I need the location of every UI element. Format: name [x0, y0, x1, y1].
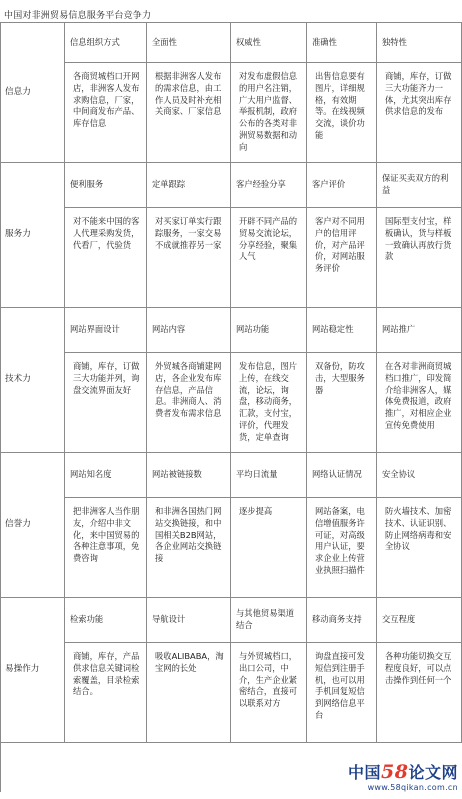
- column-header: 与其他贸易渠道结合: [231, 598, 307, 643]
- table-cell: 对买家订单实行跟踪服务，一家交易不成就推荐另一家: [147, 208, 231, 308]
- column-header: 客户经验分享: [231, 163, 307, 208]
- watermark-number: 58: [381, 761, 409, 783]
- column-header: 独特性: [377, 23, 462, 63]
- category-reputation: 信誉力: [1, 453, 65, 598]
- table-cell: 和非洲各国热门网站交换链接，和中国相关B2B网站，各企业网站交换链接: [147, 498, 231, 598]
- column-header: 网络认证情况: [307, 453, 377, 498]
- table-cell: 外贸城各商铺建网店，各企业发布库存信息，产品信息。非洲商人、消费者发布需求信息: [147, 353, 231, 453]
- column-header: 移动商务支持: [307, 598, 377, 643]
- table-cell: 商铺，库存，订做三大功能齐力一体，尤其突出库存供求信息的发布: [377, 63, 462, 163]
- column-header: 网站稳定性: [307, 308, 377, 353]
- column-header: 网站界面设计: [65, 308, 147, 353]
- table-cell: 在各对非洲商贸城档口推广，印发简介给非洲客人，媒体免费报道，政府推广，对相应企业宣传免费使用: [377, 353, 462, 453]
- table-cell: 商铺，库存，产品供求信息关键词检索覆盖，目录检索结合。: [65, 643, 147, 743]
- table-cell: 国际型支付宝，样板确认，货与样板一致确认再放行货款: [377, 208, 462, 308]
- column-header: 网站功能: [231, 308, 307, 353]
- table-cell: 客户对不同用户的信用评价，对产品评价，对网站服务评价: [307, 208, 377, 308]
- table-cell: 网站备案，电信增值服务许可证，对高级用户认证，要求企业上传营业执照扫描件: [307, 498, 377, 598]
- table-cell: 发布信息，图片上传，在线交流，论坛，询盘，移动商务，汇款，支付宝，评价，代理发货，定单查询: [231, 353, 307, 453]
- table-cell: 各商贸城档口开网店，非洲客人发布求购信息，厂家，中间商发布产品、库存信息: [65, 63, 147, 163]
- competitiveness-table: [0, 22, 462, 792]
- column-header: 检索功能: [65, 598, 147, 643]
- table-cell: 逐步提高: [231, 498, 307, 598]
- watermark-prefix: 中国: [348, 763, 382, 782]
- watermark-suffix: 论文网: [408, 763, 458, 782]
- column-header: 安全协议: [377, 453, 462, 498]
- category-technology: 技术力: [1, 308, 65, 453]
- column-header: 网站推广: [377, 308, 462, 353]
- column-header: 导航设计: [147, 598, 231, 643]
- table-cell: 双备份，防攻击，大型服务器: [307, 353, 377, 453]
- table-cell: 商铺，库存，订做三大功能并列，询盘交流界面友好: [65, 353, 147, 453]
- table-cell: 对不能来中国的客人代理采购发货，代看厂，代验货: [65, 208, 147, 308]
- column-header: 权威性: [231, 23, 307, 63]
- column-header: 平均日流量: [231, 453, 307, 498]
- column-header: 网站知名度: [65, 453, 147, 498]
- table-cell: 把非洲客人当作朋友，介绍中非文化，来中国贸易的各种注意事项，免费咨询: [65, 498, 147, 598]
- column-header: 保证买卖双方的利益: [377, 163, 462, 208]
- table-cell: 询盘直接可发短信到注册手机，也可以用手机回复短信到网络信息平台: [307, 643, 377, 743]
- site-watermark: [334, 762, 458, 796]
- column-header: 定单跟踪: [147, 163, 231, 208]
- table-cell: 防火墙技术、加密技术、认证识别、防止网络病毒和安全协议: [377, 498, 462, 598]
- watermark-logo: [334, 762, 458, 783]
- column-header: 客户评价: [307, 163, 377, 208]
- table-cell: 对发布虚假信息的用户名注销，广大用户监督、举报机制，政府公布的各类对非洲贸易数据和动向: [231, 63, 307, 163]
- column-header: 网站内容: [147, 308, 231, 353]
- column-header: 便利服务: [65, 163, 147, 208]
- table-cell: 根据非洲客人发布的需求信息，由工作人员及时补充相关商家、厂家信息: [147, 63, 231, 163]
- column-header: 网站被链接数: [147, 453, 231, 498]
- table-cell: 出售信息要有图片，详细规格，有效期等。在线视频交流，谈价功能: [307, 63, 377, 163]
- column-header: 信息组织方式: [65, 23, 147, 63]
- table-cell: 与外贸城档口，出口公司，中介，生产企业紧密结合，直接可以联系对方: [231, 643, 307, 743]
- category-service: 服务力: [1, 163, 65, 308]
- page-title: 中国对非洲贸易信息服务平台竞争力: [4, 11, 152, 21]
- table-cell: 开辟不同产品的贸易交流论坛，分享经验，聚集人气: [231, 208, 307, 308]
- table-cell: 各种功能切换交互程度良好，可以点击操作到任何一个: [377, 643, 462, 743]
- column-header: 准确性: [307, 23, 377, 63]
- category-usability: 易操作力: [1, 598, 65, 743]
- column-header: 交互程度: [377, 598, 462, 643]
- category-info: 信息力: [1, 23, 65, 163]
- watermark-url: www.58qikan.com.cn: [367, 783, 458, 792]
- table-cell: 吸收ALIBABA，淘宝网的长处: [147, 643, 231, 743]
- column-header: 全面性: [147, 23, 231, 63]
